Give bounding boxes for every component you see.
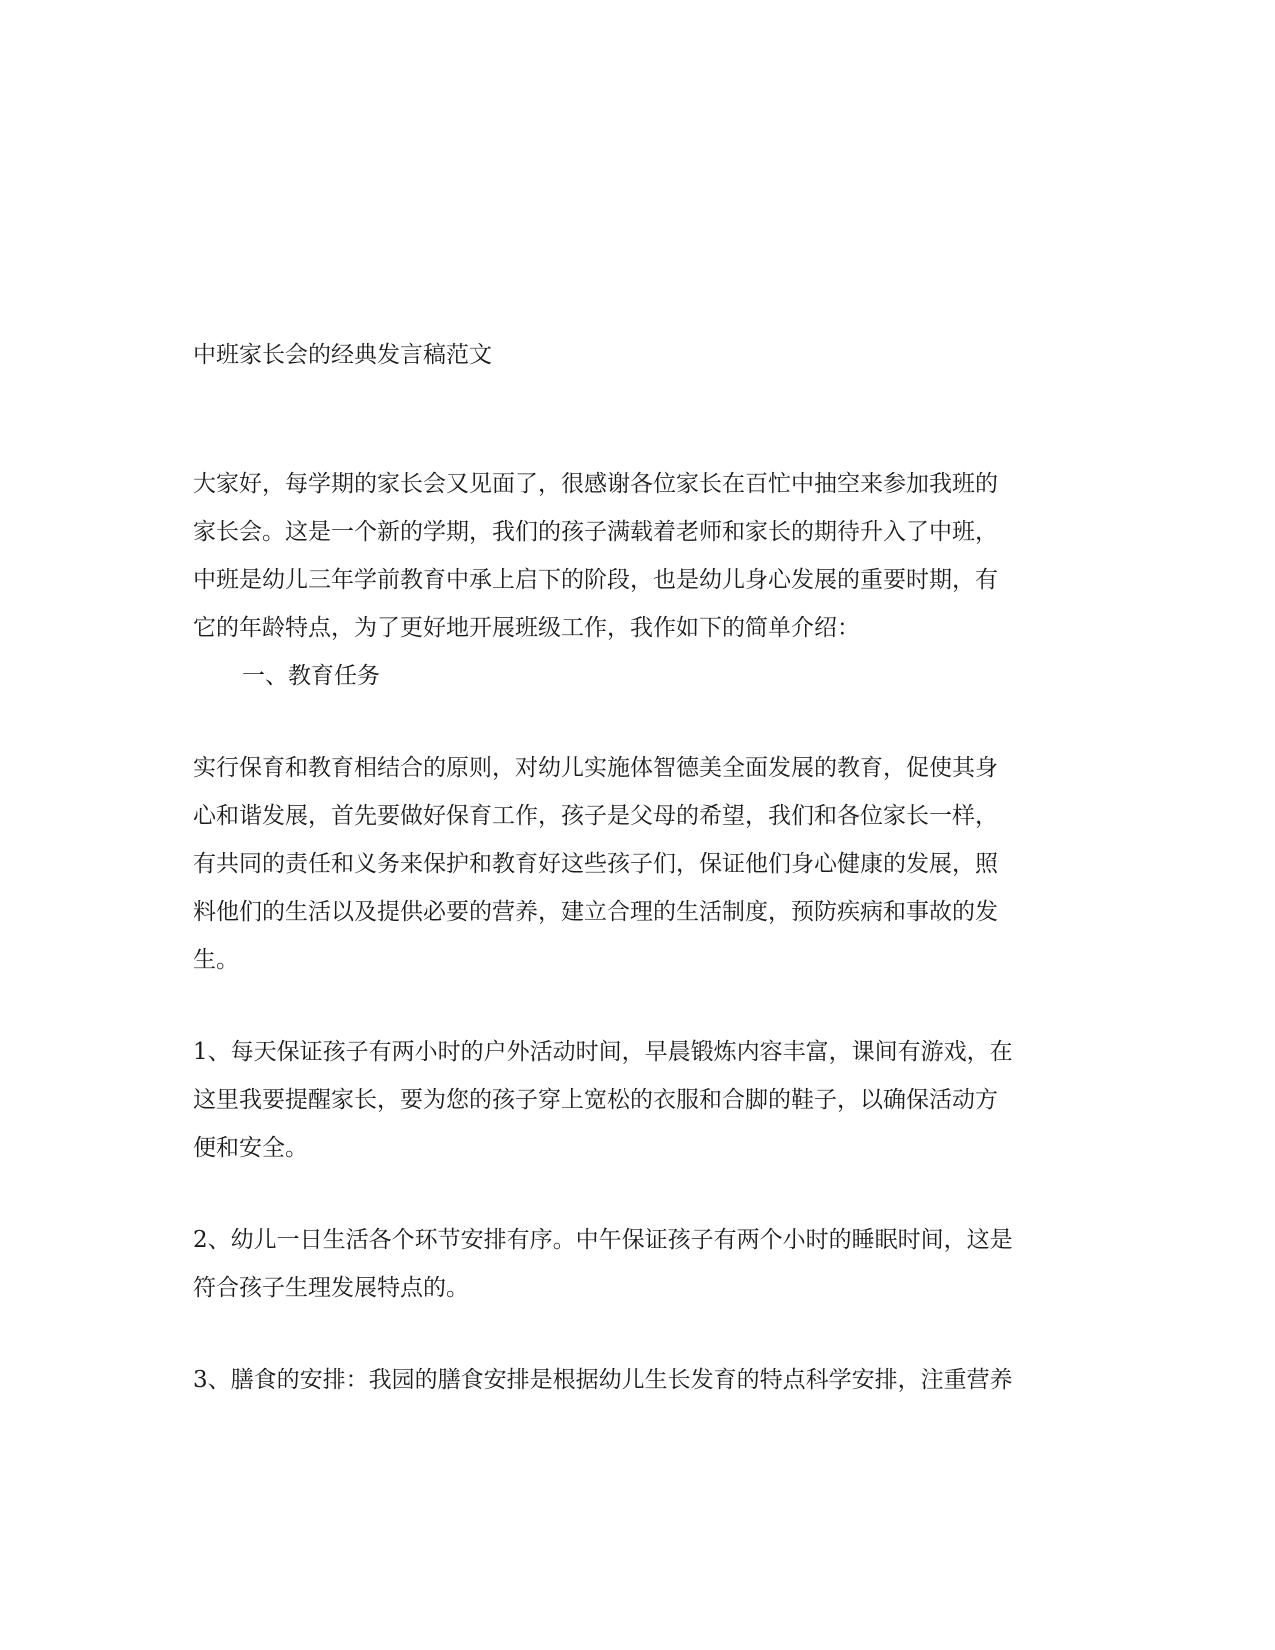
paragraph-line: 心和谐发展，首先要做好保育工作，孩子是父母的希望，我们和各位家长一样， xyxy=(193,803,998,829)
list-item-line: 2、幼儿一日生活各个环节安排有序。中午保证孩子有两个小时的睡眠时间，这是 xyxy=(193,1227,1013,1253)
section-heading: 一、教育任务 xyxy=(242,663,380,689)
intro-line: 家长会。这是一个新的学期，我们的孩子满载着老师和家长的期待升入了中班， xyxy=(193,519,998,545)
paragraph-line: 生。 xyxy=(193,947,239,973)
list-item-line: 1、每天保证孩子有两小时的户外活动时间，早晨锻炼内容丰富，课间有游戏，在 xyxy=(193,1039,1013,1065)
document-title: 中班家长会的经典发言稿范文 xyxy=(193,342,492,368)
intro-line: 它的年龄特点，为了更好地开展班级工作，我作如下的简单介绍： xyxy=(193,615,860,641)
list-item-line: 便和安全。 xyxy=(193,1135,308,1161)
list-item-line: 3、膳食的安排：我园的膳食安排是根据幼儿生长发育的特点科学安排，注重营养 xyxy=(193,1367,1013,1393)
list-item-line: 这里我要提醒家长，要为您的孩子穿上宽松的衣服和合脚的鞋子，以确保活动方 xyxy=(193,1087,998,1113)
intro-line: 中班是幼儿三年学前教育中承上启下的阶段，也是幼儿身心发展的重要时期，有 xyxy=(193,567,998,593)
intro-line: 大家好，每学期的家长会又见面了，很感谢各位家长在百忙中抽空来参加我班的 xyxy=(193,471,998,497)
paragraph-line: 有共同的责任和义务来保护和教育好这些孩子们，保证他们身心健康的发展，照 xyxy=(193,851,998,877)
paragraph-line: 料他们的生活以及提供必要的营养，建立合理的生活制度，预防疾病和事故的发 xyxy=(193,899,998,925)
paragraph-line: 实行保育和教育相结合的原则，对幼儿实施体智德美全面发展的教育，促使其身 xyxy=(193,755,998,781)
list-item-line: 符合孩子生理发展特点的。 xyxy=(193,1275,469,1301)
